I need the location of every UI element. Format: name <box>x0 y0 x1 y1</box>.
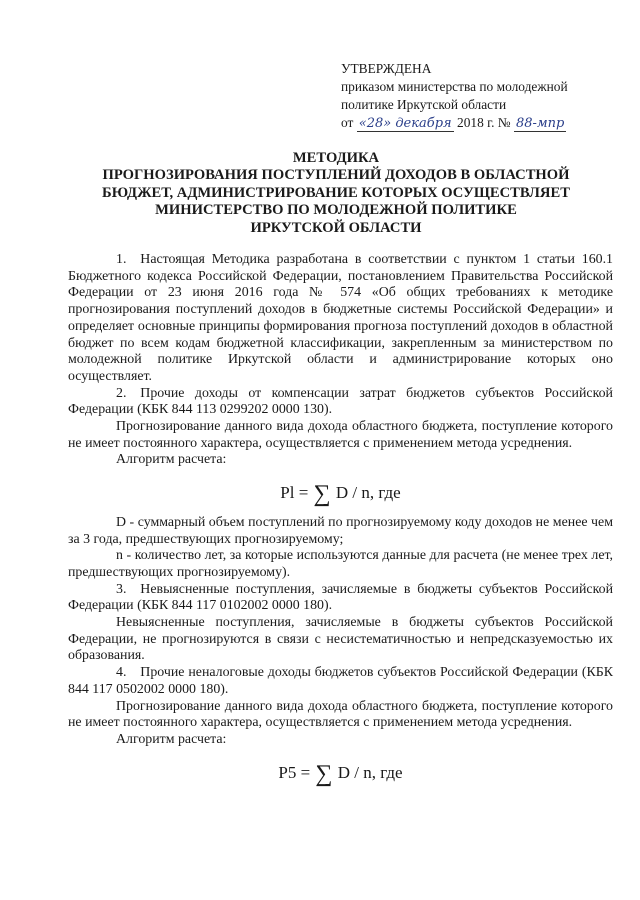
paragraph-unclear-receipts: Невыясненные поступления, зачисляемые в бюджеты субъектов Российской Федерации, не прогнозируются в связи с несистематичностью и непредсказуемостью их образования. <box>68 615 613 664</box>
approval-order-line: приказом министерства по молодежной <box>341 79 568 94</box>
paragraph-forecast-2: Прогнозирование данного вида дохода областного бюджета, поступление которого не имеет постоянного характера, осуществляется с применением метода усреднения. <box>68 698 613 731</box>
approval-block <box>341 60 621 132</box>
formula-2-rhs: D / n, где <box>337 762 403 782</box>
document-body <box>68 252 613 794</box>
order-year: 2018 г. № <box>457 115 511 130</box>
paragraph-d-definition: D - суммарный объем поступлений по прогнозируемому коду доходов не менее чем за 3 года, предшествующих прогнозируемому; <box>68 514 613 547</box>
formula-2-lhs: P5 = <box>278 762 311 782</box>
sum-symbol: ∑ <box>315 760 333 787</box>
handwritten-date: «28» декабря <box>358 116 452 131</box>
paragraph-algorithm-1: Алгоритм расчета: <box>116 452 227 468</box>
formula-2 <box>68 760 613 787</box>
paragraph-4-item: 4. Прочие неналоговые доходы бюджетов субъектов Российской Федерации (КБК 844 117 0502002 0000 180). <box>68 665 613 697</box>
sum-symbol: ∑ <box>313 481 331 508</box>
paragraph-3-item: 3. Невыясненные поступления, зачисляемые в бюджеты субъектов Российской Федерации (КБК 844 117 0102002 0000 180). <box>68 581 613 614</box>
paragraph-1: 1. Настоящая Методика разработана в соответствии с пунктом 1 статьи 160.1 Бюджетного кодекса Российской Федерации, постановлением Правительства Российской Федерации от 23 июня 2016 года № 574 «Об общих требованиях к методике прогнозирования поступлений доходов в бюджетные системы Российской Федерации» и определяет основные принципы формирования прогноза поступлений доходов в областной бюджет по всем кодам бюджетной классификации, закрепленным за министерством по молодежной политике Иркутской области и администрирование которых оно осуществляет. <box>68 252 613 384</box>
paragraph-algorithm-2: Алгоритм расчета: <box>116 731 227 747</box>
title-line-5: ИРКУТСКОЙ ОБЛАСТИ <box>250 219 422 236</box>
handwritten-order-number: 88-мпр <box>515 116 565 131</box>
title-line-1: МЕТОДИКА <box>292 150 380 166</box>
approval-date-line <box>341 114 621 132</box>
paragraph-2: 2. Прочие доходы от компенсации затрат бюджетов субъектов Российской Федерации (КБК 844 113 0299202 0000 130). <box>68 385 613 418</box>
formula-1-lhs: Pl = <box>280 483 309 503</box>
title-line-3: БЮДЖЕТ, АДМИНИСТРИРОВАНИЕ КОТОРЫХ ОСУЩЕСТВЛЯЕТ <box>102 184 570 201</box>
paragraph-n-definition: n - количество лет, за которые используются данные для расчета (не менее трех лет, предшествующих прогнозируемому). <box>68 548 613 580</box>
approval-heading: УТВЕРЖДЕНА <box>341 61 432 76</box>
paragraph-3: Прогнозирование данного вида дохода областного бюджета, поступление которого не имеет постоянного характера, осуществляется с применением метода усреднения. <box>68 419 613 451</box>
formula-1 <box>68 481 613 508</box>
date-prefix: от <box>341 115 354 130</box>
title-line-4: МИНИСТЕРСТВО ПО МОЛОДЕЖНОЙ ПОЛИТИКЕ <box>155 202 517 219</box>
approval-ministry-line: политике Иркутской области <box>341 97 507 112</box>
formula-1-rhs: D / n, где <box>335 483 401 503</box>
title-line-2: ПРОГНОЗИРОВАНИЯ ПОСТУПЛЕНИЙ ДОХОДОВ В ОБЛАСТНОЙ <box>102 167 570 184</box>
document-title <box>60 150 612 237</box>
